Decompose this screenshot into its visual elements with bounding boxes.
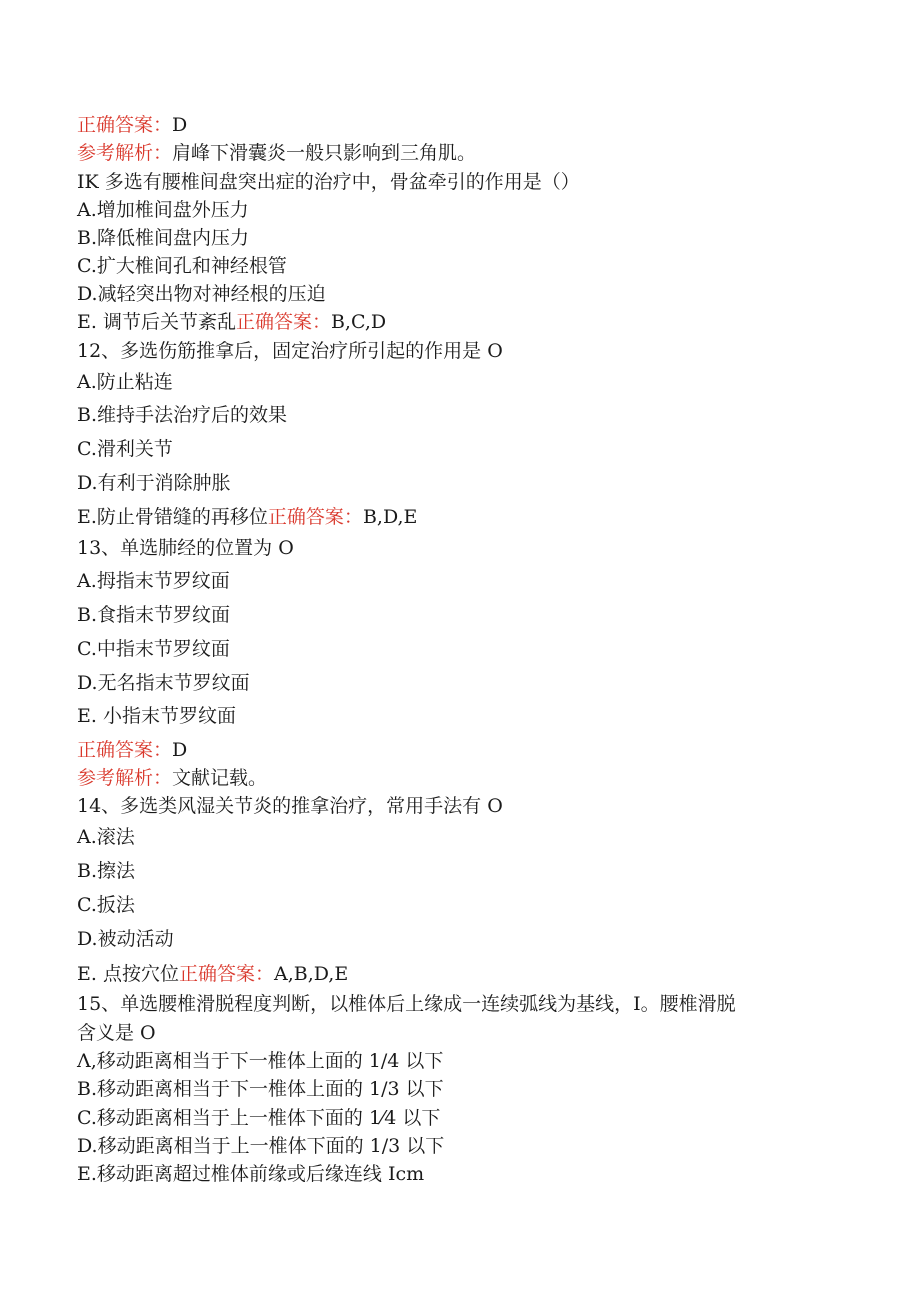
answer-label: 正确答案： [178, 963, 274, 985]
question-14-stem: 14、多选类风湿关节炎的推拿治疗，常用手法有 O [77, 795, 503, 817]
option-d: D.被动活动 [77, 928, 174, 950]
option-d: D.移动距离相当于上一椎体下面的 1/3 以下 [77, 1135, 445, 1157]
answer-value: A,B,D,E [273, 963, 349, 985]
option-b: B.移动距离相当于下一椎体上面的 1/3 以下 [77, 1078, 444, 1100]
answer-line [77, 113, 187, 137]
explanation-label: 参考解析： [77, 767, 173, 789]
option-a: Λ,移动距离相当于下一椎体上面的 1/4 以下 [77, 1050, 444, 1072]
option-e: E. 调节后关节紊乱 [77, 311, 236, 333]
option-e: E. 点按穴位 [77, 963, 179, 985]
answer-label: 正确答案： [77, 739, 173, 761]
answer-line [77, 738, 187, 762]
explanation-label: 参考解析： [77, 142, 173, 164]
explanation-text: 肩峰下滑囊炎一般只影响到三角肌。 [172, 142, 477, 164]
option-e-with-answer [77, 310, 386, 334]
explanation-text: 文献记载。 [172, 767, 268, 789]
option-c: C.扳法 [77, 894, 135, 916]
option-b: B.维持手法治疗后的效果 [77, 404, 288, 426]
option-e-with-answer [77, 505, 417, 529]
option-d: D.无名指末节罗纹面 [77, 672, 250, 694]
answer-label: 正确答案： [77, 114, 173, 136]
option-b: B.降低椎间盘内压力 [77, 227, 250, 249]
option-a: A.拇指末节罗纹面 [77, 570, 230, 592]
option-c: C.扩大椎间孔和神经根管 [77, 255, 287, 277]
question-11-stem: IK 多选有腰椎间盘突出症的治疗中，骨盆牵引的作用是（） [77, 171, 580, 193]
option-e: E.防止骨错缝的再移位 [77, 506, 268, 528]
option-d: D.减轻突出物对神经根的压迫 [77, 283, 326, 305]
answer-label: 正确答案： [235, 311, 331, 333]
option-a: A.滚法 [77, 826, 135, 848]
option-e: E. 小指末节罗纹面 [77, 705, 236, 727]
option-c: C.滑利关节 [77, 438, 173, 460]
option-a: A.防止粘连 [77, 371, 173, 393]
question-12-stem: 12、多选伤筋推拿后，固定治疗所引起的作用是 O [77, 340, 503, 362]
option-b: B.食指末节罗纹面 [77, 604, 231, 626]
question-13-stem: 13、单选肺经的位置为 O [77, 537, 294, 559]
explanation-line [77, 141, 476, 165]
answer-value: D [172, 114, 188, 136]
answer-value: D [172, 739, 188, 761]
question-15-stem-continued: 含义是 O [77, 1022, 156, 1044]
answer-label: 正确答案： [267, 506, 363, 528]
option-c: C.中指末节罗纹面 [77, 638, 230, 660]
question-15-stem: 15、单选腰椎滑脱程度判断，以椎体后上缘成一连续弧线为基线，I。腰椎滑脱 [77, 993, 736, 1015]
answer-value: B,D,E [362, 506, 418, 528]
option-d: D.有利于消除肿胀 [77, 472, 231, 494]
answer-value: B,C,D [330, 311, 387, 333]
option-e: E.移动距离超过椎体前缘或后缘连线 Icm [77, 1163, 425, 1185]
option-a: A.增加椎间盘外压力 [77, 199, 249, 221]
option-b: B.擦法 [77, 860, 136, 882]
option-c: C.移动距离相当于上一椎体下面的 1⁄4 以下 [77, 1107, 441, 1129]
explanation-line [77, 766, 267, 790]
option-e-with-answer [77, 962, 348, 986]
